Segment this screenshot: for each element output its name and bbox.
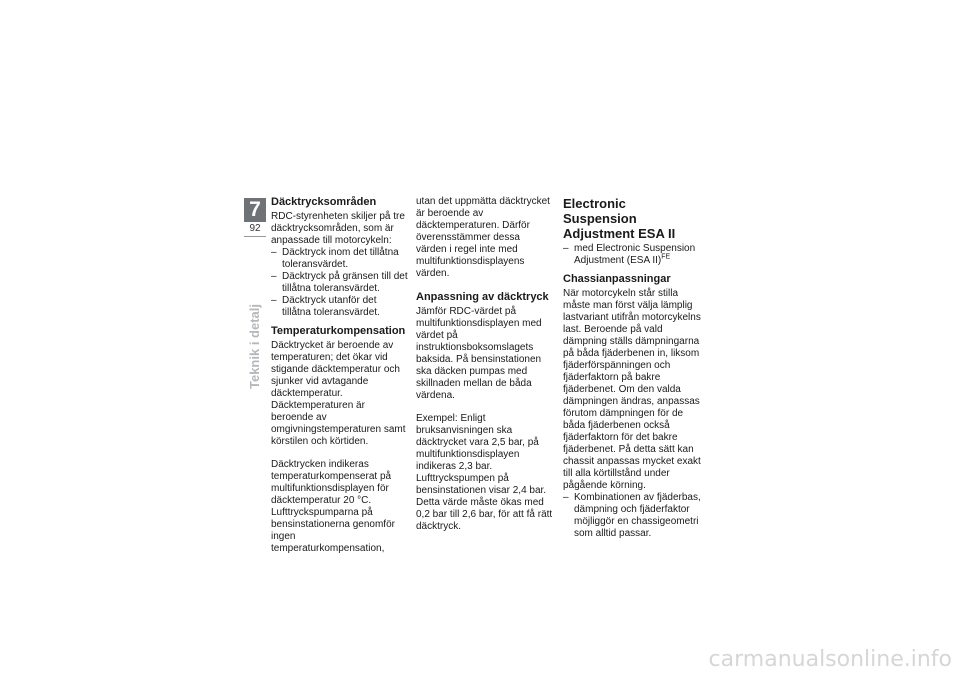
paragraph: Exempel: Enligt bruksanvisningen ska däcktrycket vara 2,5 bar, på multifunktionsdisplayen indikeras 2,3 bar. Lufttryckspumpen på bensinstationen visar 2,4 bar. Detta värde måste ökas med 0,2 bar till 2,6 bar, för att få rätt däcktryck. — [416, 413, 553, 532]
list-item — [563, 243, 701, 267]
paragraph: När motorcykeln står stilla måste man först välja lämplig lastvariant utifrån motorcykelns last. Beroende på vald dämpning ställs dämpningarna på båda fjäderbenen in, liksom fjäderförspänningen och fjäderfaktorn på bakre fjäderbenet. Om den valda dämpningen ändras, anpassas förutom dämpningen för de båda fjäderbenen också fjäderfaktorn för det bakre fjäderbenet. På detta sätt kan chassit anpassas mycket exakt till alla körtillstånd under pågående körning. — [563, 288, 701, 491]
column-1 — [271, 196, 408, 566]
page-number: 92 — [244, 222, 266, 237]
list-item: – Däcktryck på gränsen till det tillåtna toleransvärdet. — [271, 271, 408, 295]
heading-esa: Electronic Suspension Adjustment ESA II — [563, 196, 676, 241]
list-item: – Däcktryck inom det tillåtna toleransvärdet. — [271, 247, 408, 271]
option-superscript: FE — [661, 253, 671, 261]
chapter-tab — [244, 198, 266, 240]
column-2 — [416, 196, 553, 544]
column-3 — [563, 196, 701, 546]
paragraph: Däcktrycken indikeras temperaturkompenserat på multifunktionsdisplayen för däcktemperatur 20 °C. Lufttryckspumparna på bensinstationerna genomför ingen temperaturkompensation, — [271, 459, 395, 554]
heading-chassis-adjustments: Chassianpassningar — [563, 273, 671, 285]
list-item: – Däcktryck utanför det tillåtna toleransvärdet. — [271, 295, 408, 319]
watermark: carmanualsonline.info — [708, 647, 952, 672]
heading-tire-pressure-ranges: Däcktrycksområden — [271, 196, 377, 208]
heading-temperature-compensation: Temperaturkompensation — [271, 325, 406, 337]
paragraph: utan det uppmätta däcktrycket är beroende av däcktemperaturen. Därför överensstämmer dessa värden i regel inte med multifunktionsdisplayens värden. — [416, 196, 550, 279]
paragraph: Däcktrycket är beroende av temperaturen; det ökar vid stigande däcktemperatur och sjunker vid avtagande däcktemperatur. Däcktemperaturen är beroende av omgivningstemperaturen samt körstilen och körtiden. — [271, 340, 406, 447]
list-item: – Kombinationen av fjäderbas, dämpning och fjäderfaktor möjliggör en chassigeometri som alltid passar. — [563, 492, 701, 540]
chapter-title: Teknik i detalj — [247, 303, 262, 389]
heading-tire-pressure-adjustment: Anpassning av däcktryck — [416, 291, 549, 303]
paragraph: Jämför RDC-värdet på multifunktionsdisplayen med värdet på instruktionsboksomslagets baksida. På bensinstationen ska däcken pumpas med skillnaden mellan de båda värdena. — [416, 306, 542, 401]
option-list — [563, 243, 701, 267]
chassis-list — [563, 492, 701, 540]
chapter-number: 7 — [244, 198, 266, 222]
option-text: med Electronic Suspension Adjustment (ESA II) — [574, 243, 696, 266]
pressure-range-list — [271, 247, 408, 319]
paragraph: RDC-styrenheten skiljer på tre däcktrycksområden, som är anpassade till motorcykeln: — [271, 211, 405, 246]
